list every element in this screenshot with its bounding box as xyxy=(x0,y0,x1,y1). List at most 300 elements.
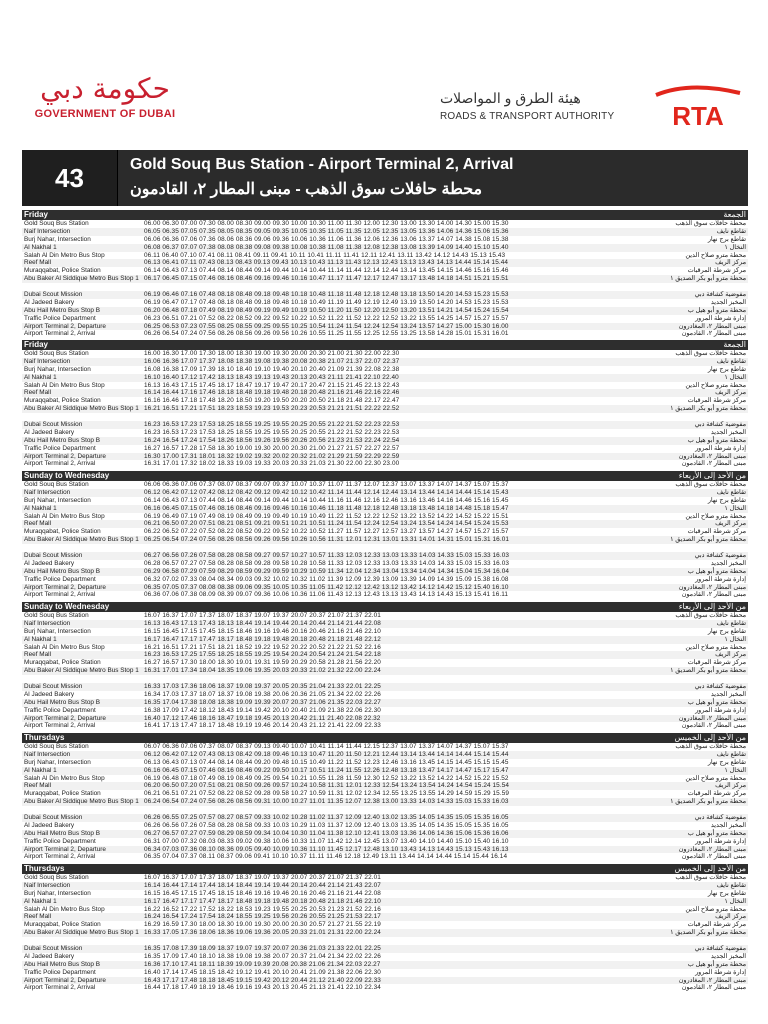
stop-name: Reef Mall xyxy=(24,259,51,267)
stop-name-arabic: المخبز الجديد xyxy=(710,821,746,829)
table-row xyxy=(22,584,748,592)
stop-name: Al Jadeed Bakery xyxy=(24,821,75,829)
stop-name: Al Nakhal 1 xyxy=(24,635,57,643)
table-row xyxy=(22,252,748,260)
section-day-label-arabic: الجمعة xyxy=(723,340,746,349)
departure-times: 16.23 16.53 17.23 17.53 18.25 18.55 19.25 19.55 20.25 20.55 21.22 21.52 22.23 22.53 xyxy=(144,421,400,429)
stop-name-arabic: محطة مترو أبو هيل ب xyxy=(687,829,746,837)
table-row xyxy=(22,460,748,468)
stop-name-arabic: مبنى المطار ٢، القادمون xyxy=(681,722,746,730)
stop-name: Dubai Scout Mission xyxy=(24,291,83,299)
section-header xyxy=(22,340,748,350)
stop-name-arabic: النخال ١ xyxy=(724,897,746,905)
departure-times: 06.06 06.36 07.06 07.37 08.07 08.37 09.07 09.37 10.07 10.37 11.07 11.37 12.07 12.37 13.07 13.37 14.07 14.37 15.07 15.37 xyxy=(144,481,509,488)
government-of-dubai-logo xyxy=(20,72,190,120)
table-row xyxy=(22,707,748,715)
departure-times: 06.24 06.54 07.24 07.56 08.26 08.56 09.31 10.00 10.27 11.01 11.35 12.07 12.38 13.00 13.33 14.03 14.33 15.03 15.33 16.03 xyxy=(144,798,509,806)
departure-times: 06.26 06.54 07.24 07.56 08.26 08.56 09.26 09.56 10.26 10.55 11.25 11.55 12.25 12.55 13.25 13.58 14.28 15.01 15.31 16.01 xyxy=(144,330,509,338)
departure-times: 16.31 17.01 17.34 18.04 18.35 19.06 19.35 20.03 20.33 21.02 21.32 22.00 22.24 xyxy=(144,667,381,675)
table-row xyxy=(22,906,748,914)
departure-times: 06.28 06.57 07.27 07.58 08.28 08.58 09.28 09.58 10.28 10.58 11.33 12.03 12.33 13.03 13.33 14.03 14.33 15.03 15.33 16.03 xyxy=(144,559,510,567)
stop-name: Muraqqabat, Police Station xyxy=(24,659,101,667)
stop-name-arabic: مبنى المطار ٢، القادمون xyxy=(681,984,746,992)
stop-name: Al Nakhal 1 xyxy=(24,504,57,512)
stop-name: Abu Hail Metro Bus Stop B xyxy=(24,436,101,444)
section-day-label-arabic: الجمعة xyxy=(723,210,746,219)
departure-times: 06.11 06.40 07.10 07.41 08.11 08.41 09.11 09.41 10.11 10.41 11.11 11.41 12.11 12.41 13.11 13.42 14.12 14.43 15.13 15.43 xyxy=(144,251,506,259)
stop-name-arabic: تقاطع نايف xyxy=(716,881,746,889)
stop-name-arabic: محطة مترو أبو هيل ب xyxy=(687,960,746,968)
table-row xyxy=(22,489,748,497)
stop-name: Al Jadeed Bakery xyxy=(24,559,75,567)
stop-name: Al Jadeed Bakery xyxy=(24,298,75,306)
rta-arabic-name: هيئة الطرق و المواصلات xyxy=(440,90,581,106)
stop-name-arabic: محطة مترو صلاح الدين xyxy=(685,774,746,782)
section-day-label: Friday xyxy=(24,210,49,219)
stop-name-arabic: محطة مترو صلاح الدين xyxy=(685,643,746,651)
table-row xyxy=(22,513,748,521)
stop-name-arabic: مركز شرطة المرقبات xyxy=(687,921,746,929)
table-row xyxy=(22,315,748,323)
stop-name: Al Jadeed Bakery xyxy=(24,690,75,698)
stop-name-arabic: محطة حافلات سوق الذهب xyxy=(675,220,746,227)
stop-name: Gold Souq Bus Station xyxy=(24,743,89,750)
departure-times: 16.41 17.13 17.47 18.17 18.48 19.19 19.46 20.14 20.43 21.12 21.41 22.09 22.33 xyxy=(144,722,381,730)
table-row xyxy=(22,722,748,730)
stop-name: Naif Intersection xyxy=(24,750,71,758)
stop-name: Dubai Scout Mission xyxy=(24,552,83,560)
stop-name-arabic: مفوضية كشافة دبي xyxy=(694,421,746,429)
stop-name: Abu Baker Al Siddique Metro Bus Stop 1 xyxy=(24,798,139,806)
departure-times: 06.19 06.48 07.18 07.49 08.19 08.49 09.25 09.54 10.21 10.55 11.28 11.59 12.30 12.52 13.22 13.52 14.22 14.52 15.22 15.52 xyxy=(144,774,509,782)
departure-times: 16.21 16.51 17.21 17.51 18.23 18.53 19.23 19.53 20.23 20.53 21.21 21.51 22.22 22.52 xyxy=(144,405,400,413)
departure-times: 06.19 06.46 07.16 07.48 08.18 08.48 09.18 09.48 10.18 10.48 11.18 11.48 12.18 12.48 13.18 13.50 14.20 14.53 15.23 15.53 xyxy=(144,291,509,299)
table-row xyxy=(22,591,748,599)
table-row xyxy=(22,961,748,969)
stop-name-arabic: تقاطع نايف xyxy=(716,357,746,365)
stop-name-arabic: تقاطع نايف xyxy=(716,227,746,235)
table-row xyxy=(22,228,748,236)
table-row xyxy=(22,568,748,576)
stop-name: Burj Nahar, Intersection xyxy=(24,627,91,635)
table-row xyxy=(22,413,748,421)
stop-name-arabic: محطة حافلات سوق الذهب xyxy=(675,481,746,488)
departure-times: 06.14 06.43 07.13 07.44 08.14 08.44 09.14 09.44 10.14 10.44 11.16 11.46 12.16 12.46 13.16 13.46 14.16 14.46 15.16 15.45 xyxy=(144,496,509,504)
table-row xyxy=(22,929,748,937)
stop-name: Airport Terminal 2, Arrival xyxy=(24,722,96,730)
stop-name-arabic: محطة مترو صلاح الدين xyxy=(685,251,746,259)
table-row xyxy=(22,683,748,691)
stop-name-arabic: مركز الريف xyxy=(715,651,746,659)
table-row xyxy=(22,846,748,854)
departure-times: 06.27 06.56 07.26 07.58 08.28 08.58 09.27 09.57 10.27 10.57 11.33 12.03 12.33 13.03 13.33 14.03 14.33 15.03 15.33 16.03 xyxy=(144,552,510,560)
stop-name: Airport Terminal 2, Departure xyxy=(24,452,106,460)
stop-name-arabic: محطة حافلات سوق الذهب xyxy=(675,874,746,881)
stop-name: Gold Souq Bus Station xyxy=(24,612,89,619)
departure-times: 16.21 16.51 17.21 17.51 18.21 18.52 19.22 19.52 20.22 20.52 21.22 21.52 22.16 xyxy=(144,643,381,651)
stop-name: Airport Terminal 2, Arrival xyxy=(24,984,96,992)
stop-name: Abu Hail Metro Bus Stop B xyxy=(24,960,101,968)
table-row xyxy=(22,945,748,953)
departure-times: 16.40 17.14 17.45 18.15 18.42 19.12 19.41 20.10 20.41 21.09 21.38 22.06 22.30 xyxy=(144,968,381,976)
departure-times: 06.12 06.42 07.12 07.43 08.13 08.42 09.18 09.46 10.13 10.47 11.20 11.50 12.21 12.44 13.14 13.44 14.14 14.44 15.14 15.44 xyxy=(144,750,509,758)
departure-times: 06.16 06.45 07.15 07.46 08.16 08.46 09.22 09.50 10.17 10.51 11.24 11.55 12.26 12.48 13.18 13.47 14.17 14.47 15.17 15.47 xyxy=(144,766,509,774)
table-row xyxy=(22,520,748,528)
stop-name: Muraqqabat, Police Station xyxy=(24,397,101,405)
stop-name: Gold Souq Bus Station xyxy=(24,220,89,227)
stop-name: Gold Souq Bus Station xyxy=(24,350,89,357)
departure-times: 16.13 16.43 17.15 17.45 18.17 18.47 19.17 19.47 20.17 20.47 21.15 21.45 22.13 22.43 xyxy=(144,381,400,389)
section-header xyxy=(22,471,748,481)
table-row xyxy=(22,699,748,707)
timetable-section xyxy=(22,864,748,992)
table-row xyxy=(22,882,748,890)
table-row xyxy=(22,782,748,790)
stop-name: Traffic Police Department xyxy=(24,968,96,976)
stop-name: Traffic Police Department xyxy=(24,314,96,322)
table-row xyxy=(22,330,748,338)
stop-name: Salah Al Din Metro Bus Stop xyxy=(24,643,105,651)
departure-times: 16.17 16.47 17.17 17.47 18.17 18.48 19.18 19.48 20.18 20.48 21.18 21.48 22.12 xyxy=(144,635,381,643)
table-row xyxy=(22,267,748,275)
stop-name: Traffic Police Department xyxy=(24,575,96,583)
stop-name-arabic: مركز شرطة المرقبات xyxy=(687,267,746,275)
section-day-label: Friday xyxy=(24,340,49,349)
timetable-section xyxy=(22,602,748,730)
table-row xyxy=(22,798,748,806)
stop-name: Muraqqabat, Police Station xyxy=(24,921,101,929)
stop-name-arabic: تقاطع برج نهار xyxy=(707,365,746,373)
departure-times: 06.20 06.50 07.20 07.51 08.21 08.50 09.26 09.57 10.24 10.58 11.31 12.01 12.33 12.54 13.24 13.54 14.24 14.54 15.24 15.54 xyxy=(144,782,510,790)
departure-times: 06.25 06.53 07.23 07.55 08.25 08.55 09.25 09.55 10.25 10.54 11.24 11.54 12.24 12.54 13.24 13.57 14.27 15.00 15.30 16.00 xyxy=(144,322,509,330)
table-row xyxy=(22,244,748,252)
stop-name: Salah Al Din Metro Bus Stop xyxy=(24,512,105,520)
table-row xyxy=(22,651,748,659)
stop-name-arabic: مركز الريف xyxy=(715,520,746,528)
stop-name: Burj Nahar, Intersection xyxy=(24,235,91,243)
departure-times: 16.24 16.54 17.24 17.54 18.26 18.56 19.26 19.56 20.26 20.56 21.23 21.53 22.24 22.54 xyxy=(144,436,400,444)
stop-name-arabic: محطة مترو أبو هيل ب xyxy=(687,698,746,706)
stop-name-arabic: مبنى المطار ٢، المغادرون xyxy=(678,583,746,591)
departure-times: 16.14 16.44 17.14 17.44 18.14 18.44 19.14 19.44 20.14 20.44 21.14 21.43 22.07 xyxy=(144,881,381,889)
table-row xyxy=(22,822,748,830)
departure-times: 16.27 16.57 17.30 18.00 18.30 19.01 19.31 19.59 20.29 20.58 21.28 21.56 22.20 xyxy=(144,659,381,667)
departure-times: 06.13 06.43 07.13 07.44 08.14 08.44 09.20 09.48 10.15 10.49 11.22 11.52 12.23 12.46 13.16 13.45 14.15 14.45 15.15 15.45 xyxy=(144,758,509,766)
stop-name: Salah Al Din Metro Bus Stop xyxy=(24,251,105,259)
stop-name: Reef Mall xyxy=(24,651,51,659)
table-row xyxy=(22,358,748,366)
stop-name-arabic: إدارة شرطة المرور xyxy=(695,837,746,845)
stop-name-arabic: المخبز الجديد xyxy=(710,559,746,567)
rta-logo-text: RTA xyxy=(672,101,724,129)
table-row xyxy=(22,405,748,413)
departure-times: 16.00 16.30 17.00 17.30 18.00 18.30 19.00 19.30 20.00 20.30 21.00 21.30 22.00 22.30 xyxy=(144,350,400,357)
departure-times: 06.34 07.03 07.36 08.10 08.36 09.05 09.40 10.09 10.36 11.10 11.45 12.17 12.48 13.10 13.43 14.13 14.43 15.13 15.43 16.13 xyxy=(144,845,509,853)
stop-name: Burj Nahar, Intersection xyxy=(24,496,91,504)
stop-name: Dubai Scout Mission xyxy=(24,814,83,822)
stop-name: Reef Mall xyxy=(24,913,51,921)
table-row xyxy=(22,552,748,560)
section-day-label-arabic: من الأحد إلى الخميس xyxy=(674,864,746,873)
table-row xyxy=(22,691,748,699)
departure-times: 06.22 06.52 07.22 07.52 08.22 08.52 09.22 09.52 10.22 10.52 11.27 11.57 12.27 12.57 13.27 13.57 14.27 14.57 15.27 15.57 xyxy=(144,528,509,536)
stop-name-arabic: محطة حافلات سوق الذهب xyxy=(675,350,746,357)
section-day-label-arabic: من الأحد إلى الأربعاء xyxy=(678,602,746,611)
departure-times: 16.34 17.03 17.37 18.07 18.37 19.08 19.38 20.06 20.36 21.05 21.34 22.02 22.26 xyxy=(144,690,381,698)
departure-times: 16.16 16.46 17.18 17.48 18.20 18.50 19.20 19.50 20.20 20.50 21.18 21.48 22.17 22.47 xyxy=(144,397,400,405)
departure-times: 16.44 17.18 17.49 18.19 18.46 19.16 19.43 20.13 20.45 21.13 21.41 22.10 22.34 xyxy=(144,984,381,992)
stop-name-arabic: محطة حافلات سوق الذهب xyxy=(675,612,746,619)
timetable-section xyxy=(22,210,748,338)
stop-name-arabic: النخال ١ xyxy=(724,373,746,381)
table-row xyxy=(22,536,748,544)
stop-name-arabic: محطة مترو أبو بكر الصديق ١ xyxy=(670,798,746,806)
departure-times: 16.07 16.37 17.07 17.37 18.07 18.37 19.07 19.37 20.07 20.37 21.07 21.37 22.01 xyxy=(144,612,381,619)
stop-name-arabic: مبنى المطار ٢، القادمون xyxy=(681,853,746,861)
table-row xyxy=(22,620,748,628)
page-header xyxy=(0,0,768,148)
stop-name: Dubai Scout Mission xyxy=(24,945,83,953)
table-row xyxy=(22,775,748,783)
table-row xyxy=(22,759,748,767)
stop-name: Airport Terminal 2, Arrival xyxy=(24,853,96,861)
stop-name: Burj Nahar, Intersection xyxy=(24,889,91,897)
table-row xyxy=(22,628,748,636)
stop-name-arabic: محطة مترو أبو بكر الصديق ١ xyxy=(670,536,746,544)
table-row xyxy=(22,659,748,667)
departure-times: 06.19 06.49 07.19 07.49 08.19 08.49 09.19 09.49 10.19 10.49 11.22 11.52 12.22 12.52 13.22 13.52 14.22 14.52 15.22 15.51 xyxy=(144,512,509,520)
gov-english-wordmark: GOVERNMENT OF DUBAI xyxy=(34,108,176,120)
stop-name: Al Jadeed Bakery xyxy=(24,952,75,960)
table-row xyxy=(22,898,748,906)
section-day-label: Sunday to Wednesday xyxy=(24,471,110,480)
gov-arabic-wordmark: حكومة دبي xyxy=(40,72,170,105)
stop-name-arabic: مبنى المطار ٢، القادمون xyxy=(681,330,746,338)
table-row xyxy=(22,984,748,992)
table-row xyxy=(22,560,748,568)
stop-name: Abu Baker Al Siddique Metro Bus Stop 1 xyxy=(24,667,139,675)
departure-times: 16.15 16.45 17.15 17.45 18.15 18.46 19.16 19.46 20.16 20.46 21.16 21.44 22.08 xyxy=(144,889,381,897)
stop-name: Abu Baker Al Siddique Metro Bus Stop 1 xyxy=(24,275,139,283)
table-row xyxy=(22,806,748,814)
stop-name: Al Jadeed Bakery xyxy=(24,428,75,436)
stop-name: Abu Baker Al Siddique Metro Bus Stop 1 xyxy=(24,536,139,544)
stop-name: Salah Al Din Metro Bus Stop xyxy=(24,774,105,782)
table-row xyxy=(22,890,748,898)
stop-name: Naif Intersection xyxy=(24,881,71,889)
stop-name: Al Nakhal 1 xyxy=(24,243,57,251)
timetable-section xyxy=(22,340,748,468)
stop-name-arabic: مفوضية كشافة دبي xyxy=(694,683,746,691)
stop-name-arabic: إدارة شرطة المرور xyxy=(695,444,746,452)
stop-name-arabic: مركز شرطة المرقبات xyxy=(687,659,746,667)
stop-name: Reef Mall xyxy=(24,389,51,397)
departure-times: 16.35 17.08 17.39 18.09 18.37 19.07 19.37 20.07 20.36 21.03 21.33 22.01 22.25 xyxy=(144,945,381,953)
departure-times: 16.15 16.45 17.15 17.45 18.15 18.46 19.16 19.46 20.16 20.46 21.16 21.46 22.10 xyxy=(144,627,381,635)
table-row xyxy=(22,644,748,652)
section-header xyxy=(22,733,748,743)
stop-name-arabic: المخبز الجديد xyxy=(710,428,746,436)
stop-name-arabic: مركز شرطة المرقبات xyxy=(687,397,746,405)
departure-times: 06.17 06.45 07.15 07.46 08.16 08.46 09.16 09.46 10.16 10.47 11.17 11.47 12.17 12.47 13.17 13.48 14.18 14.51 15.21 15.51 xyxy=(144,275,509,283)
departure-times: 06.07 06.36 07.06 07.37 08.07 08.37 09.13 09.40 10.07 10.41 11.14 11.44 12.15 12.37 13.07 13.37 14.07 14.37 15.07 15.37 xyxy=(144,743,509,750)
section-header xyxy=(22,864,748,874)
stop-name: Airport Terminal 2, Arrival xyxy=(24,460,96,468)
stop-name: Abu Baker Al Siddique Metro Bus Stop 1 xyxy=(24,405,139,413)
table-row xyxy=(22,397,748,405)
table-row xyxy=(22,528,748,536)
departure-times: 06.23 06.51 07.21 07.52 08.22 08.52 09.22 09.52 10.22 10.52 11.22 11.52 12.22 12.52 13.22 13.55 14.25 14.57 15.27 15.57 xyxy=(144,314,509,322)
departure-times: 06.35 07.04 07.37 08.11 08.37 09.06 09.41 10.10 10.37 11.11 11.46 12.18 12.49 13.11 13.44 14.14 14.44 15.14 15.44 16.14 xyxy=(144,853,508,861)
stop-name: Traffic Police Department xyxy=(24,444,96,452)
stop-name-arabic: تقاطع برج نهار xyxy=(707,758,746,766)
departure-times: 16.38 17.09 17.42 18.12 18.43 19.14 19.42 20.10 20.40 21.09 21.38 22.06 22.30 xyxy=(144,706,381,714)
departure-times: 06.27 06.57 07.27 07.59 08.29 08.59 09.34 10.04 10.30 11.04 11.38 12.10 12.41 13.03 13.36 14.06 14.36 15.06 15.36 16.06 xyxy=(144,829,509,837)
table-row xyxy=(22,299,748,307)
departure-times: 06.32 07.02 07.33 08.04 08.34 09.03 09.32 10.02 10.32 11.02 11.39 12.09 12.39 13.09 13.39 14.09 14.39 15.09 15.38 16.08 xyxy=(144,575,509,583)
departure-times: 06.20 06.48 07.18 07.49 08.19 08.49 09.19 09.49 10.19 10.50 11.20 11.50 12.20 12.50 13.20 13.51 14.21 14.54 15.24 15.54 xyxy=(144,306,509,314)
stop-name-arabic: تقاطع برج نهار xyxy=(707,496,746,504)
stop-name-arabic: مركز شرطة المرقبات xyxy=(687,528,746,536)
stop-name-arabic: المخبز الجديد xyxy=(710,952,746,960)
stop-name: Abu Baker Al Siddique Metro Bus Stop 1 xyxy=(24,929,139,937)
table-row xyxy=(22,291,748,299)
stop-name: Airport Terminal 2, Departure xyxy=(24,322,106,330)
table-row xyxy=(22,636,748,644)
departure-times: 06.13 06.41 07.11 07.43 08.13 08.43 09.13 09.43 10.13 10.43 11.13 11.43 12.13 12.43 13.13 13.43 14.13 14.44 15.14 15.44 xyxy=(144,259,509,267)
stop-name-arabic: مركز شرطة المرقبات xyxy=(687,790,746,798)
section-day-label: Thursdays xyxy=(24,733,65,742)
stop-name-arabic: مبنى المطار ٢، المغادرون xyxy=(678,976,746,984)
stop-name: Abu Hail Metro Bus Stop B xyxy=(24,698,101,706)
stop-name-arabic: محطة مترو أبو هيل ب xyxy=(687,436,746,444)
table-row xyxy=(22,275,748,283)
stop-name-arabic: محطة حافلات سوق الذهب xyxy=(675,743,746,750)
stop-name-arabic: النخال ١ xyxy=(724,504,746,512)
departure-times: 16.31 17.01 17.32 18.02 18.33 19.03 19.33 20.03 20.33 21.03 21.30 22.00 22.30 23.00 xyxy=(144,460,400,468)
stop-name-arabic: النخال ١ xyxy=(724,635,746,643)
stop-name: Gold Souq Bus Station xyxy=(24,874,89,881)
table-row xyxy=(22,350,748,358)
section-header xyxy=(22,210,748,220)
table-row xyxy=(22,421,748,429)
stop-name-arabic: مبنى المطار ٢، المغادرون xyxy=(678,452,746,460)
table-row xyxy=(22,220,748,228)
stop-name-arabic: محطة مترو صلاح الدين xyxy=(685,905,746,913)
table-row xyxy=(22,283,748,291)
stop-name-arabic: إدارة شرطة المرور xyxy=(695,706,746,714)
stop-name-arabic: مفوضية كشافة دبي xyxy=(694,945,746,953)
stop-name-arabic: مبنى المطار ٢، المغادرون xyxy=(678,714,746,722)
stop-name-arabic: مبنى المطار ٢، المغادرون xyxy=(678,845,746,853)
stop-name: Airport Terminal 2, Arrival xyxy=(24,330,96,338)
stop-name: Al Nakhal 1 xyxy=(24,766,57,774)
departure-times: 06.21 06.50 07.20 07.51 08.21 08.51 09.21 09.51 10.21 10.51 11.24 11.54 12.24 12.54 13.24 13.54 14.24 14.54 15.24 15.53 xyxy=(144,520,509,528)
table-row xyxy=(22,667,748,675)
stop-name-arabic: محطة مترو أبو هيل ب xyxy=(687,567,746,575)
stop-name-arabic: تقاطع برج نهار xyxy=(707,235,746,243)
departure-times: 06.14 06.43 07.13 07.44 08.14 08.44 09.14 09.44 10.14 10.44 11.14 11.44 12.14 12.44 13.14 13.45 14.15 14.46 15.16 15.46 xyxy=(144,267,509,275)
stop-name: Reef Mall xyxy=(24,520,51,528)
stop-name: Muraqqabat, Police Station xyxy=(24,790,101,798)
departure-times: 16.06 16.36 17.07 17.37 18.08 18.38 19.08 19.38 20.08 20.38 21.07 21.37 22.07 22.37 xyxy=(144,357,400,365)
stop-name: Naif Intersection xyxy=(24,227,71,235)
stop-name-arabic: المخبز الجديد xyxy=(710,298,746,306)
stop-name-arabic: النخال ١ xyxy=(724,766,746,774)
stop-name: Traffic Police Department xyxy=(24,706,96,714)
table-row xyxy=(22,675,748,683)
stop-name: Dubai Scout Mission xyxy=(24,683,83,691)
departure-times: 06.16 06.45 07.15 07.46 08.16 08.46 09.16 09.46 10.16 10.46 11.18 11.48 12.18 12.48 13.18 13.48 14.18 14.48 15.18 15.47 xyxy=(144,504,509,512)
table-row xyxy=(22,715,748,723)
departure-times: 16.07 16.37 17.07 17.37 18.07 18.37 19.07 19.37 20.07 20.37 21.07 21.37 22.01 xyxy=(144,874,381,881)
departure-times: 06.00 06.30 07.00 07.30 08.00 08.30 09.00 09.30 10.00 10.30 11.00 11.30 12.00 12.30 13.00 13.30 14.00 14.30 15.00 15.30 xyxy=(144,220,509,227)
stop-name-arabic: تقاطع برج نهار xyxy=(707,627,746,635)
table-row xyxy=(22,366,748,374)
departure-times: 16.17 16.47 17.17 17.47 18.17 18.48 19.18 19.48 20.18 20.48 21.18 21.46 22.10 xyxy=(144,897,381,905)
departure-times: 06.12 06.42 07.12 07.42 08.12 08.42 09.12 09.42 10.12 10.42 11.14 11.44 12.14 12.44 13.14 13.44 14.14 14.44 15.14 15.43 xyxy=(144,488,509,496)
stop-name: Burj Nahar, Intersection xyxy=(24,365,91,373)
table-row xyxy=(22,838,748,846)
stop-name-arabic: محطة مترو أبو بكر الصديق ١ xyxy=(670,667,746,675)
stop-name: Burj Nahar, Intersection xyxy=(24,758,91,766)
stop-name: Reef Mall xyxy=(24,782,51,790)
table-row xyxy=(22,374,748,382)
departure-times: 16.35 17.09 17.40 18.10 18.38 19.08 19.38 20.07 20.37 21.04 21.34 22.02 22.26 xyxy=(144,952,381,960)
stop-name-arabic: تقاطع نايف xyxy=(716,750,746,758)
section-day-label-arabic: من الأحد إلى الخميس xyxy=(674,733,746,742)
stop-name-arabic: مفوضية كشافة دبي xyxy=(694,814,746,822)
stop-name: Abu Hail Metro Bus Stop B xyxy=(24,567,101,575)
stop-name: Al Nakhal 1 xyxy=(24,897,57,905)
departure-times: 06.06 06.36 07.06 07.36 08.06 08.36 09.06 09.36 10.06 10.36 11.06 11.36 12.06 12.36 13.06 13.37 14.07 14.38 15.08 15.38 xyxy=(144,235,509,243)
departure-times: 16.23 16.53 17.25 17.55 18.25 18.55 19.25 19.54 20.24 20.54 21.24 21.54 22.18 xyxy=(144,651,381,659)
stop-name: Naif Intersection xyxy=(24,488,71,496)
stop-name-arabic: مبنى المطار ٢، المغادرون xyxy=(678,322,746,330)
stop-name-arabic: محطة مترو صلاح الدين xyxy=(685,381,746,389)
table-row xyxy=(22,323,748,331)
departure-times: 06.21 06.51 07.21 07.52 08.22 08.52 09.28 09.58 10.27 10.59 11.31 12.02 12.34 12.55 13.25 13.55 14.29 14.59 15.29 15.59 xyxy=(144,790,510,798)
table-row xyxy=(22,453,748,461)
departure-times: 06.05 06.35 07.05 07.35 08.05 08.35 09.05 09.35 10.05 10.35 11.05 11.35 12.05 12.35 13.05 13.36 14.06 14.36 15.06 15.36 xyxy=(144,227,509,235)
table-row xyxy=(22,767,748,775)
rta-logo xyxy=(650,85,746,129)
stop-name: Airport Terminal 2, Arrival xyxy=(24,591,96,599)
stop-name-arabic: إدارة شرطة المرور xyxy=(695,575,746,583)
table-row xyxy=(22,236,748,244)
departure-times: 16.36 17.10 17.41 18.11 18.39 19.09 19.39 20.08 20.38 21.06 21.34 22.03 22.27 xyxy=(144,960,381,968)
section-header xyxy=(22,602,748,612)
departure-times: 16.30 17.00 17.31 18.01 18.32 19.02 19.32 20.02 20.32 21.02 21.29 21.59 22.29 22.59 xyxy=(144,452,400,460)
stop-name: Airport Terminal 2, Departure xyxy=(24,845,106,853)
stop-name-arabic: محطة مترو صلاح الدين xyxy=(685,512,746,520)
table-row xyxy=(22,497,748,505)
departure-times: 06.31 07.00 07.32 08.03 08.33 09.02 09.38 10.06 10.33 11.07 11.42 12.14 12.45 13.07 13.40 14.10 14.40 15.10 15.40 16.10 xyxy=(144,837,509,845)
route-number: 43 xyxy=(22,150,118,206)
route-banner xyxy=(22,150,748,206)
stop-name: Salah Al Din Metro Bus Stop xyxy=(24,381,105,389)
stop-name-arabic: مركز الريف xyxy=(715,259,746,267)
departure-times: 16.27 16.57 17.28 17.58 18.30 19.00 19.30 20.00 20.30 21.00 21.27 21.57 22.27 22.57 xyxy=(144,444,400,452)
departure-times: 16.35 17.04 17.38 18.08 18.38 19.09 19.39 20.07 20.37 21.06 21.35 22.03 22.27 xyxy=(144,698,381,706)
table-row xyxy=(22,576,748,584)
stop-name: Salah Al Din Metro Bus Stop xyxy=(24,905,105,913)
stop-name-arabic: مبنى المطار ٢، القادمون xyxy=(681,460,746,468)
stop-name-arabic: إدارة شرطة المرور xyxy=(695,314,746,322)
rta-name-block xyxy=(440,90,650,122)
departure-times: 16.14 16.44 17.16 17.46 18.18 18.48 19.18 19.48 20.18 20.48 21.16 21.46 22.16 22.46 xyxy=(144,389,400,397)
stop-name-arabic: تقاطع نايف xyxy=(716,488,746,496)
